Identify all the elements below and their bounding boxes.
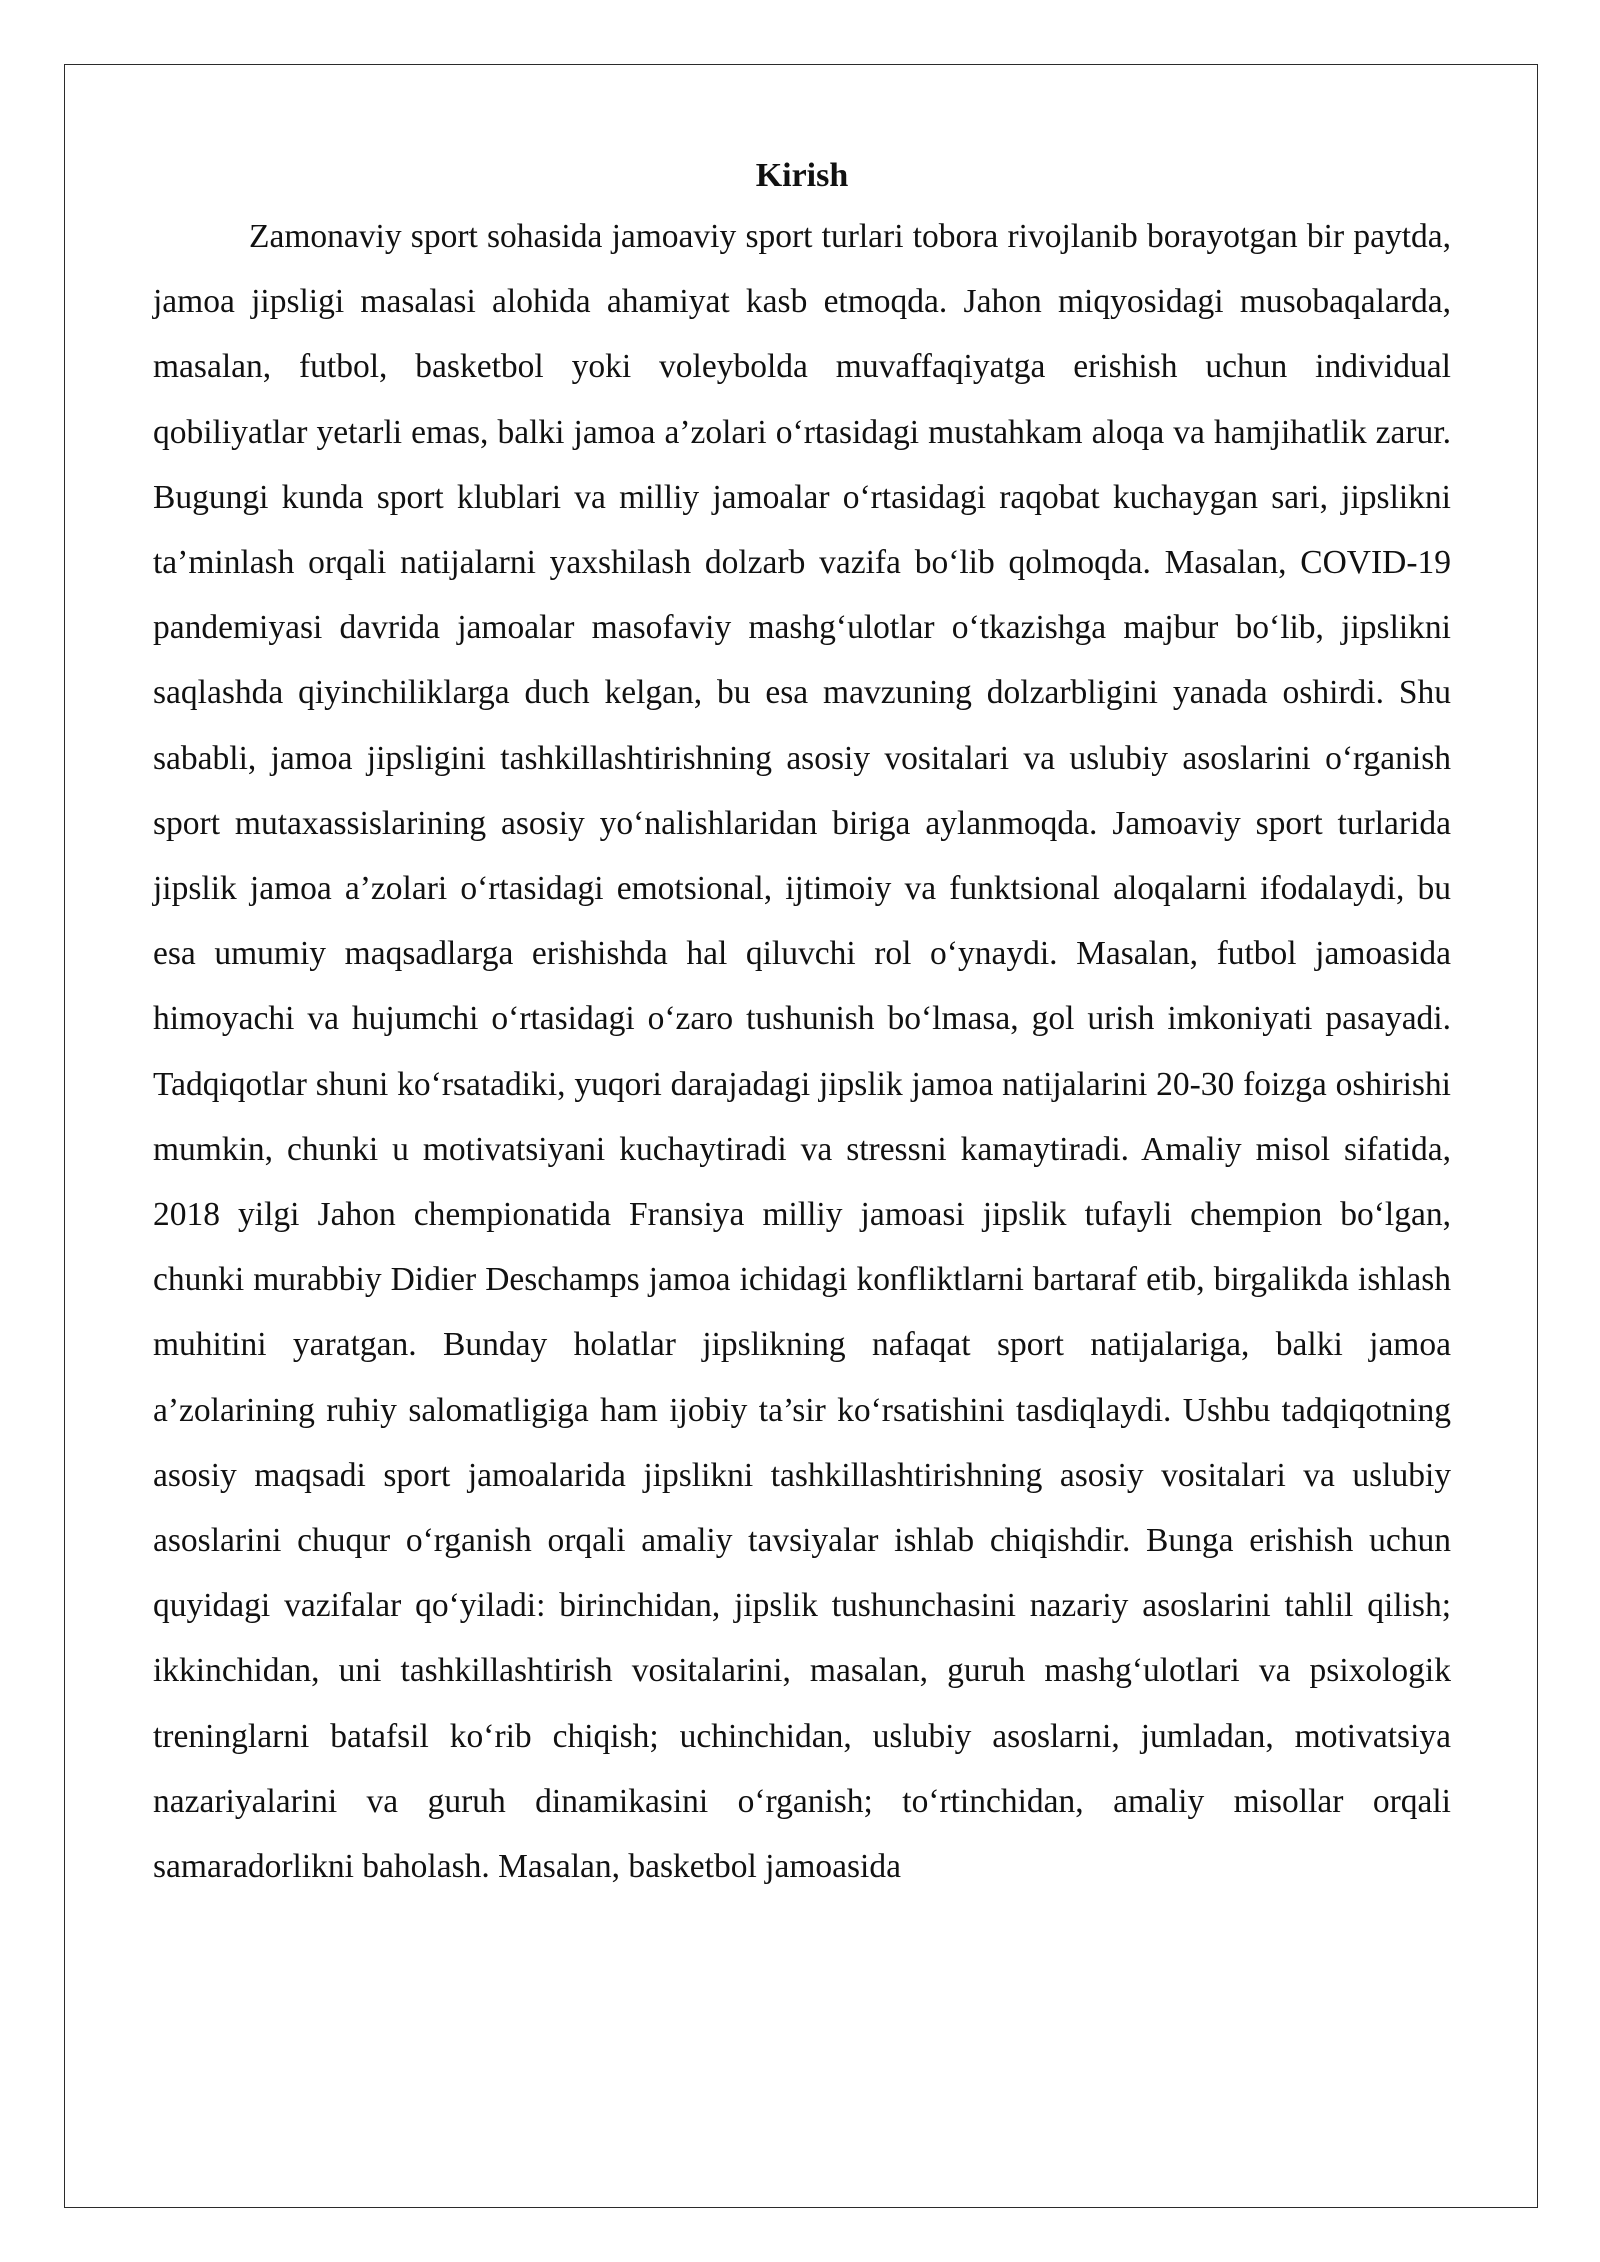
document-title: Kirish <box>755 157 849 194</box>
document-content <box>153 148 1451 1899</box>
body-paragraph: Zamonaviy sport sohasida jamoaviy sport turlari tobora rivojlanib borayotgan bir paytda, jamoa jipsligi masalasi alohida ahamiyat kasb etmoqda. Jahon miqyosidagi musobaqalarda, masalan, futbol, basketbol yoki voleybolda muvaffaqiyatga erishish uchun individual qobiliyatlar yetarli emas, balki jamoa a’zolari o‘rtasidagi mustahkam aloqa va hamjihatlik zarur. Bugungi kunda sport klublari va milliy jamoalar o‘rtasidagi raqobat kuchaygan sari, jipslikni ta’minlash orqali natijalarni yaxshilash dolzarb vazifa bo‘lib qolmoqda. Masalan, COVID-19 pandemiyasi davrida jamoalar masofaviy mashg‘ulotlar o‘tkazishga majbur bo‘lib, jipslikni saqlashda qiyinchiliklarga duch kelgan, bu esa mavzuning dolzarbligini yanada oshirdi. Shu sababli, jamoa jipsligini tashkillashtirishning asosiy vositalari va uslubiy asoslarini o‘rganish sport mutaxassislarining asosiy yo‘nalishlaridan biriga aylanmoqda. Jamoaviy sport turlarida jipslik jamoa a’zolari o‘rtasidagi emotsional, ijtimoiy va funktsional aloqalarni ifodalaydi, bu esa umumiy maqsadlarga erishishda hal qiluvchi rol o‘ynaydi. Masalan, futbol jamoasida himoyachi va hujumchi o‘rtasidagi o‘zaro tushunish bo‘lmasa, gol urish imkoniyati pasayadi. Tadqiqotlar shuni ko‘rsatadiki, yuqori darajadagi jipslik jamoa natijalarini 20-30 foizga oshirishi mumkin, chunki u motivatsiyani kuchaytiradi va stressni kamaytiradi. Amaliy misol sifatida, 2018 yilgi Jahon chempionatida Fransiya milliy jamoasi jipslik tufayli chempion bo‘lgan, chunki murabbiy Didier Deschamps jamoa ichidagi konfliktlarni bartaraf etib, birgalikda ishlash muhitini yaratgan. Bunday holatlar jipslikning nafaqat sport natijalariga, balki jamoa a’zolarining ruhiy salomatligiga ham ijobiy ta’sir ko‘rsatishini tasdiqlaydi. Ushbu tadqiqotning asosiy maqsadi sport jamoalarida jipslikni tashkillashtirishning asosiy vositalari va uslubiy asoslarini chuqur o‘rganish orqali amaliy tavsiyalar ishlab chiqishdir. Bunga erishish uchun quyidagi vazifalar qo‘yiladi: birinchidan, jipslik tushunchasini nazariy asoslarini tahlil qilish; ikkinchidan, uni tashkillashtirish vositalarini, masalan, guruh mashg‘ulotlari va psixologik treninglarni batafsil ko‘rib chiqish; uchinchidan, uslubiy asoslarni, jumladan, motivatsiya nazariyalarini va guruh dinamikasini o‘rganish; to‘rtinchidan, amaliy misollar orqali samaradorlikni baholash. Masalan, basketbol jamoasida <box>153 218 1451 1886</box>
